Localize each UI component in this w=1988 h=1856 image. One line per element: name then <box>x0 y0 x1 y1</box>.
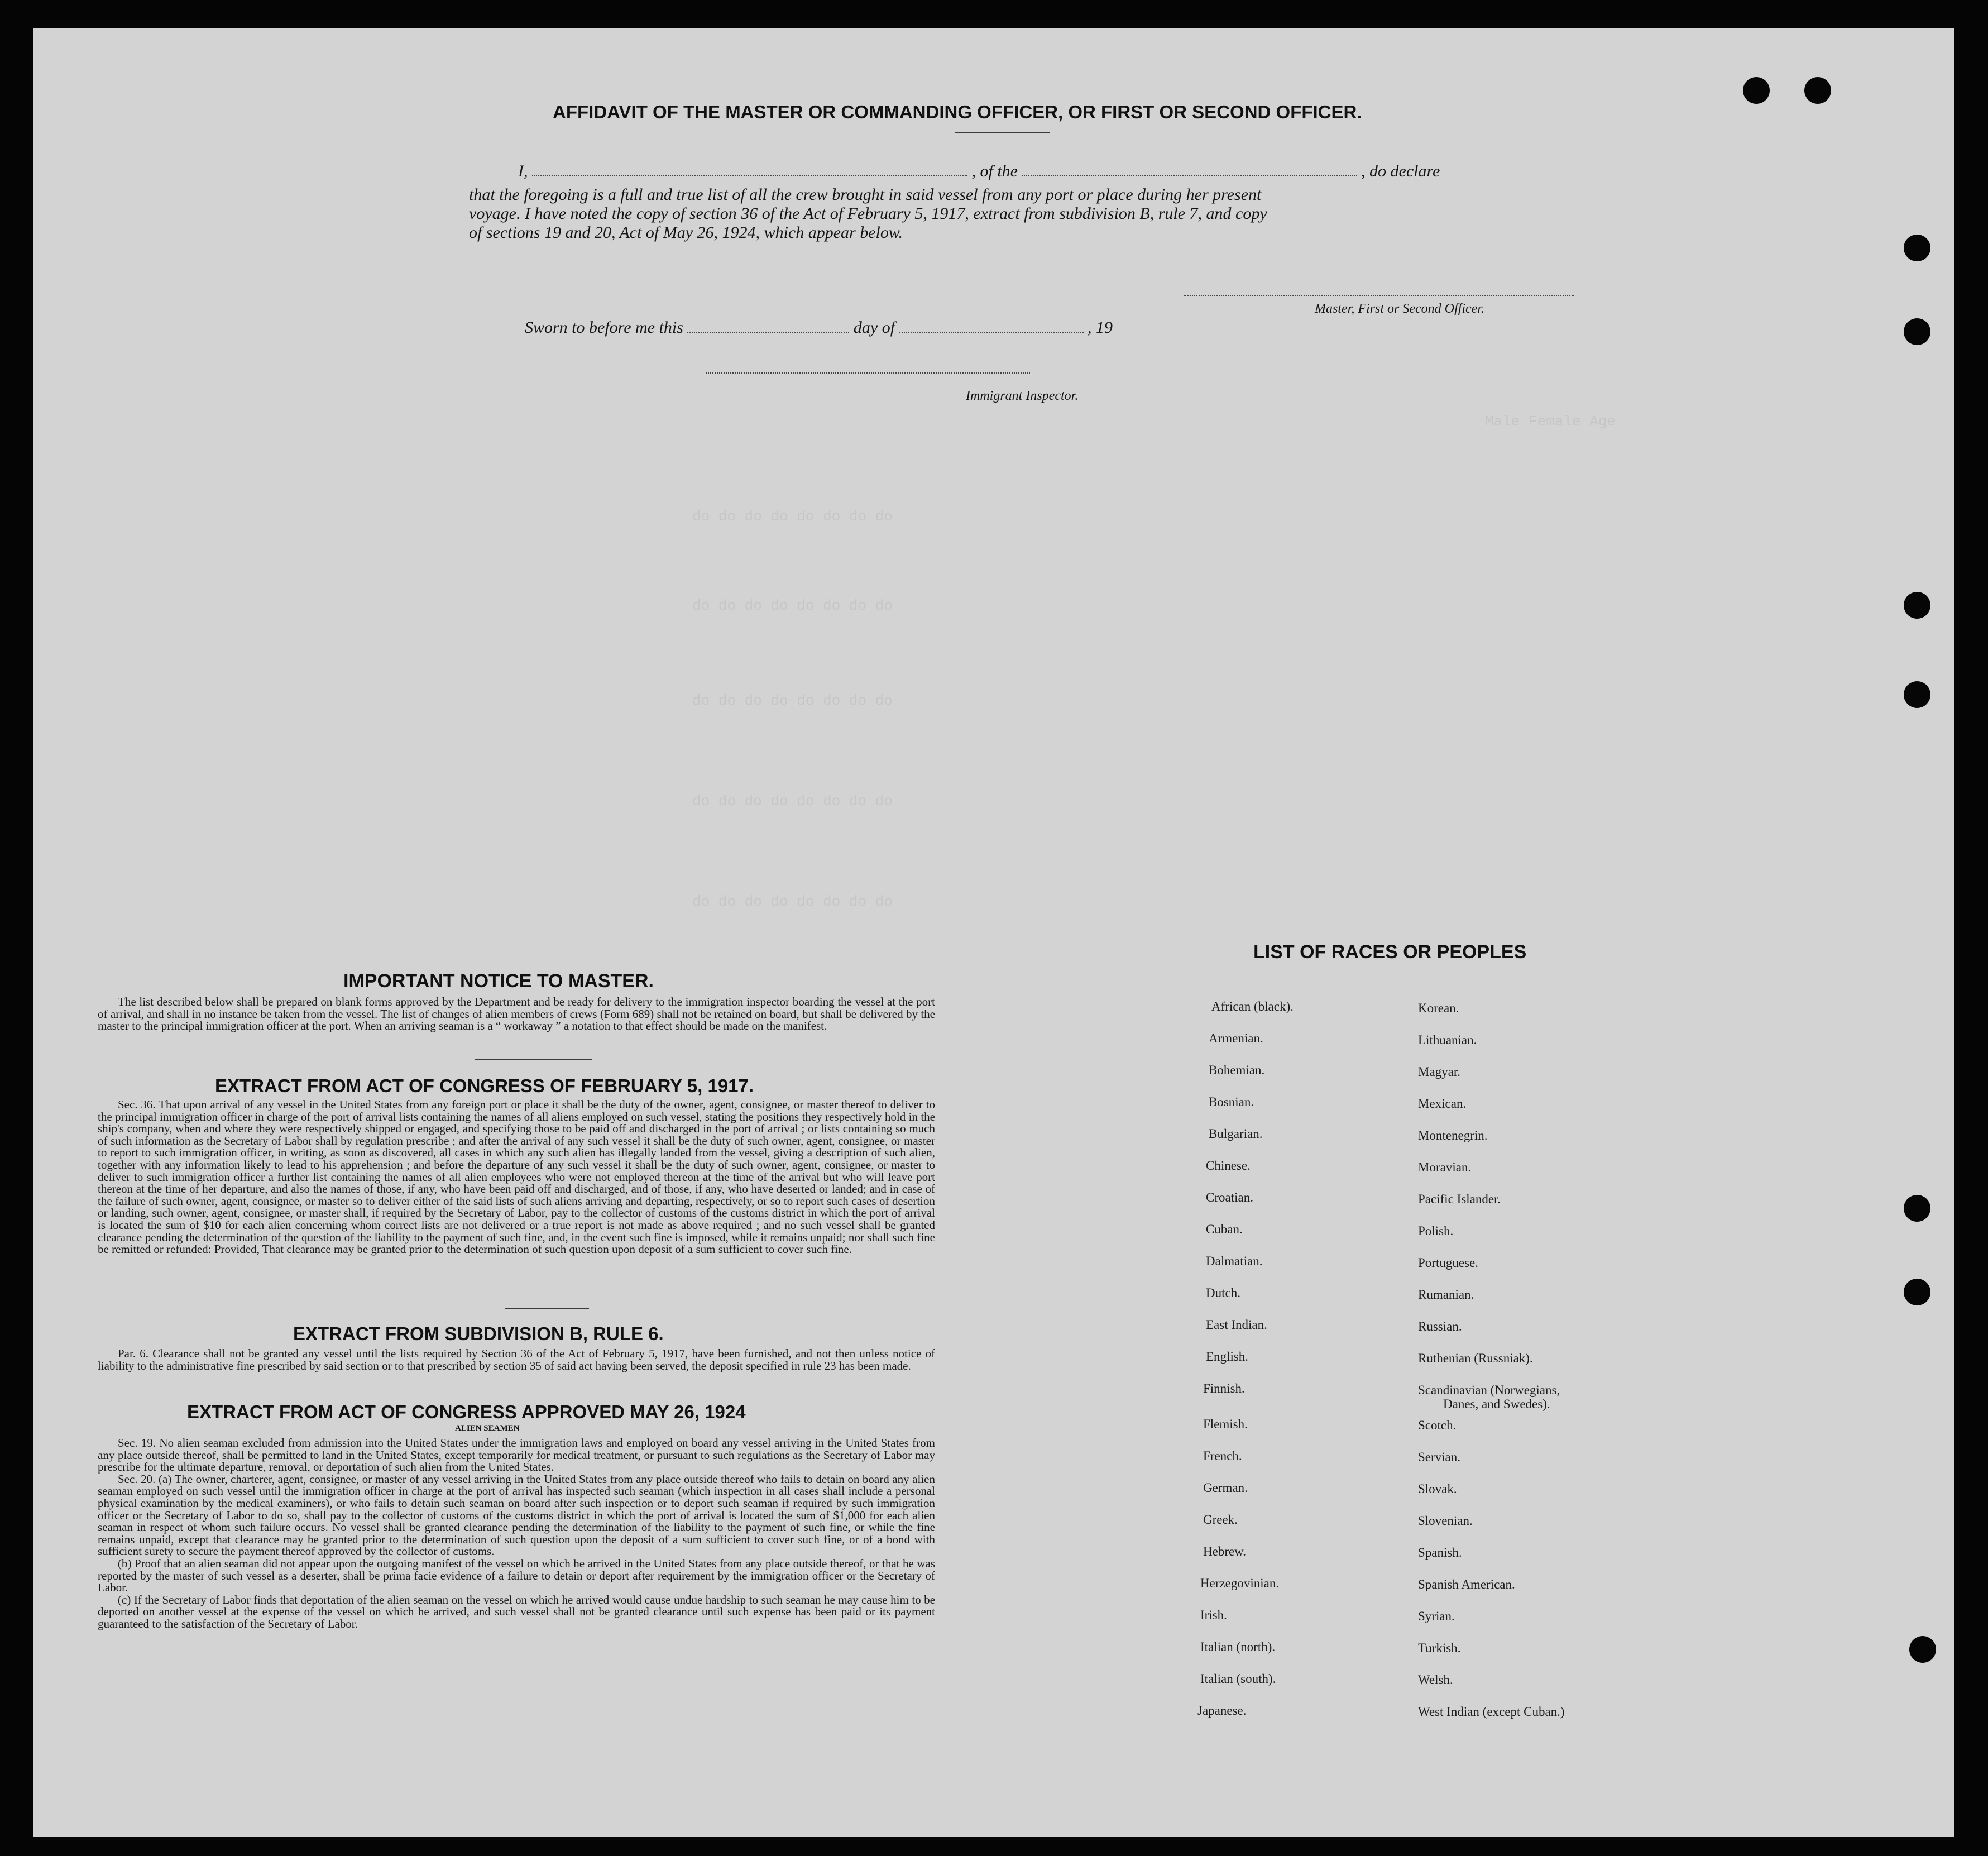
race-item: Pacific Islander. <box>1418 1192 1501 1206</box>
binder-hole <box>1743 77 1770 104</box>
extract-rule6-text <box>98 1348 935 1372</box>
sworn-text: Sworn to before me this <box>525 318 683 337</box>
sec20c-paragraph: (c) If the Secretary of Labor finds that deportation of the alien seaman on the vessel on which he arrived would cause undue hardship to such seaman he may cause him to be deported on another vessel at the expense of the vessel on which he arrived, and such vessel shall not be granted clearance until such expense has been paid or its payment guaranteed to the satisfaction of the Secretary of Labor. <box>98 1592 935 1630</box>
race-item: Italian (north). <box>1200 1640 1276 1654</box>
extract-1924-title: EXTRACT FROM ACT OF CONGRESS APPROVED MAY 26, 1924 <box>187 1401 746 1422</box>
race-item: Chinese. <box>1206 1159 1251 1173</box>
inspector-caption: Immigrant Inspector. <box>966 389 1079 403</box>
binder-hole <box>1804 77 1831 104</box>
decl-text-line: voyage. I have noted the copy of section 36 of the Act of February 5, 1917, extract from subdivision B, rule 7, and copy <box>469 204 1267 223</box>
race-item: Welsh. <box>1418 1673 1453 1687</box>
vessel-name-field[interactable] <box>1022 175 1357 176</box>
binder-hole <box>1904 318 1930 345</box>
race-item: Dalmatian. <box>1206 1254 1263 1268</box>
document-page <box>33 28 1954 1837</box>
race-item: West Indian (except Cuban.) <box>1418 1705 1565 1719</box>
race-item: Scandinavian (Norwegians, <box>1418 1383 1560 1397</box>
affidavit-title: AFFIDAVIT OF THE MASTER OR COMMANDING OFFICER, OR FIRST OR SECOND OFFICER. <box>553 102 1362 122</box>
race-item: East Indian. <box>1206 1318 1267 1332</box>
bleed-through-text: Male Female Age do do do do do do do do do do do do do do do do do do do do do do do do do do do do do do do do do do do do do do do do <box>692 413 1616 910</box>
race-item: Herzegovinian. <box>1200 1576 1280 1590</box>
race-item: Slovak. <box>1418 1482 1457 1496</box>
decl-text-line: of sections 19 and 20, Act of May 26, 1924, which appear below. <box>469 223 903 242</box>
race-item: English. <box>1206 1350 1249 1364</box>
race-item: French. <box>1203 1449 1242 1463</box>
extract-rule6-title: EXTRACT FROM SUBDIVISION B, RULE 6. <box>293 1323 664 1344</box>
sec36-paragraph: Sec. 36. That upon arrival of any vessel in the United States from any foreign port or place it shall be the duty of the owner, agent, consignee, or master thereof to deliver to the principal immigration officer in charge of the port of arrival lists containing the names of all aliens employed on such vessel, stating the positions they respectively hold in the ship's company, when and where they were respectively shipped or engaged, and specifying those to be paid off and discharged in the port of arrival ; or lists containing so much of such information as the Secretary of Labor shall by regulation prescribe ; and after the arrival of any such vessel it shall be the duty of such owner, agent, consignee, or master to report to such immigration officer, in writing, as soon as discovered, all cases in which any such alien has illegally landed from the vessel, giving a description of such alien, together with any information likely to lead to his apprehension ; and before the departure of any such vessel it shall be the duty of such owner, agent, consignee, or master to deliver to such immigration officer a further list containing the names of all alien employees who were not employed thereon at the time of the arrival but who will leave port thereon at the time of her departure, and also the names of those, if any, who have been paid off and discharged, and of those, if any, who have deserted or landed; and in case of the failure of such owner, agent, consignee, or master so to deliver either of the said lists of such aliens arriving and departing, respectively, or so to report such cases of desertion or landing, such owner, agent, consignee, or master shall, if required by the Secretary of Labor, pay to the collector of customs of the customs district in which the port of arrival is located the sum of $10 for each alien concerning whom correct lists are not delivered or a true report is not made as above required ; and no such vessel shall be granted clearance pending the determination of the question of the liability to the payment of such fine, and, in the event such fine is imposed, while it remains unpaid; nor shall such fine be remitted or refunded: Provided, That clearance may be granted prior to the determination of such question upon deposit of a sum sufficient to cover such fine. <box>98 1098 935 1256</box>
race-item: African (black). <box>1211 999 1294 1013</box>
race-item: Hebrew. <box>1203 1544 1247 1558</box>
race-item: Bulgarian. <box>1209 1127 1263 1141</box>
rule6-paragraph: Par. 6. Clearance shall not be granted any vessel until the lists required by Section 36 of the Act of February 5, 1917, have been furnished, and not then unless notice of liability to the administrative fine prescribed by said section or to that prescribed by section 35 of said act having been served, the deposit specified in rule 23 has been made. <box>98 1347 935 1372</box>
race-item: Croatian. <box>1206 1190 1253 1204</box>
decl-text-line: that the foregoing is a full and true list of all the crew brought in said vessel from any port or place during her present <box>469 185 1262 204</box>
race-item: Flemish. <box>1203 1417 1248 1431</box>
race-item: Polish. <box>1418 1224 1454 1238</box>
race-item: Lithuanian. <box>1418 1033 1477 1047</box>
notice-title: IMPORTANT NOTICE TO MASTER. <box>343 970 654 992</box>
race-item: Servian. <box>1418 1450 1461 1464</box>
divider <box>955 132 1050 133</box>
race-item: Spanish. <box>1418 1546 1462 1560</box>
race-item: Italian (south). <box>1200 1672 1276 1686</box>
binder-hole <box>1909 1636 1936 1663</box>
binder-hole <box>1904 1279 1930 1305</box>
affidavit-declaration <box>469 162 1619 242</box>
decl-of-the: , of the <box>971 162 1018 180</box>
master-caption: Master, First or Second Officer. <box>1315 302 1484 316</box>
race-item: Rumanian. <box>1418 1288 1474 1302</box>
binder-hole <box>1904 592 1930 619</box>
race-item: Greek. <box>1203 1513 1238 1527</box>
sworn-month-field[interactable] <box>899 332 1084 333</box>
race-item: Spanish American. <box>1418 1577 1515 1591</box>
binder-hole <box>1904 681 1930 708</box>
extract-1924-subtitle: ALIEN SEAMEN <box>455 1424 520 1433</box>
extract-1917-title: EXTRACT FROM ACT OF CONGRESS OF FEBRUARY 5, 1917. <box>215 1075 754 1096</box>
decl-do-declare: , do declare <box>1361 162 1440 180</box>
decl-i: I, <box>518 162 528 180</box>
race-item: Moravian. <box>1418 1160 1472 1174</box>
race-item: Armenian. <box>1209 1031 1263 1045</box>
divider <box>475 1059 592 1060</box>
race-item: Dutch. <box>1206 1286 1240 1300</box>
race-item: Mexican. <box>1418 1097 1467 1111</box>
race-item: Portuguese. <box>1418 1256 1478 1270</box>
race-item: Finnish. <box>1203 1381 1245 1395</box>
extract-1917-text <box>98 1099 935 1256</box>
race-item: Irish. <box>1200 1608 1227 1622</box>
notice-text <box>98 996 935 1032</box>
binder-hole <box>1904 235 1930 261</box>
sworn-day-of: day of <box>853 318 895 337</box>
sec19-paragraph: Sec. 19. No alien seaman excluded from admission into the United States under the immigration laws and employed on board any vessel arriving in the United States from any place outside thereof, shall be permitted to land in the United States, except temporarily for medical treatment, or pursuant to such regulations as the Secretary of Labor may prescribe for the ultimate departure, removal, or deportation of such alien from the United States. <box>98 1436 935 1474</box>
race-item: Montenegrin. <box>1418 1128 1488 1142</box>
race-item: Bosnian. <box>1209 1095 1254 1109</box>
sec20a-paragraph: Sec. 20. (a) The owner, charterer, agent, consignee, or master of any vessel arriving in the United States from any place outside thereof who fails to detain on board any alien seaman employed on such vessel until the immigration officer in charge at the port of arrival has inspected such seaman (which inspection in all cases shall include a personal physical examination by the medical examiners), or who fails to detain such seaman on board after such inspection or to deport such seaman if required by such immigration officer or the Secretary of Labor to do so, shall pay to the collector of customs of the customs district in which the port of arrival is located the sum of $1,000 for each alien seaman in respect of whom such failure occurs. No vessel shall be granted clearance pending the determination of the liability to the payment of such fine, or while the fine remains unpaid, except that clearance may be granted prior to the determination of such question upon the deposit of a sum sufficient to cover such fine, or of a bond with sufficient surety to secure the payment thereof approved by the collector of customs. <box>98 1472 935 1558</box>
race-item: Magyar. <box>1418 1065 1461 1079</box>
race-item: Russian. <box>1418 1319 1462 1333</box>
sworn-line <box>525 318 1113 337</box>
race-item: Scotch. <box>1418 1418 1457 1432</box>
notice-paragraph: The list described below shall be prepared on blank forms approved by the Department and be ready for delivery to the immigration inspector boarding the vessel at the port of arrival, and shall in no instance be taken from the vessel. The list of changes of alien members of crews (Form 689) shall not be retained on board, but shall be delivered by the master to the principal immigration officer at the port. When an arriving seaman is a “ workaway ” a notation to that effect should be made on the manifest. <box>98 995 935 1033</box>
races-title: LIST OF RACES OR PEOPLES <box>1253 941 1527 963</box>
inspector-signature-field[interactable] <box>706 371 1030 374</box>
race-item: Bohemian. <box>1209 1063 1265 1077</box>
race-item: Ruthenian (Russniak). <box>1418 1351 1533 1365</box>
race-item: Syrian. <box>1418 1609 1455 1623</box>
race-item: Turkish. <box>1418 1641 1461 1655</box>
binder-hole <box>1904 1195 1930 1222</box>
race-item: Cuban. <box>1206 1222 1243 1236</box>
sec20b-paragraph: (b) Proof that an alien seaman did not appear upon the outgoing manifest of the vessel on which he arrived in the United States from any place outside thereof, or that he was reported by the master of such vessel as a deserter, shall be prima facie evidence of a failure to detain or deport after requirement by the immigration officer or the Secretary of Labor. <box>98 1556 935 1595</box>
race-item: Korean. <box>1418 1001 1459 1015</box>
race-item: Danes, and Swedes). <box>1443 1397 1550 1411</box>
race-item: Slovenian. <box>1418 1514 1473 1528</box>
sworn-year: , 19 <box>1088 318 1113 337</box>
divider <box>505 1308 589 1309</box>
race-item: Japanese. <box>1197 1704 1247 1718</box>
race-item: German. <box>1203 1481 1248 1495</box>
extract-1924-text <box>98 1437 935 1630</box>
master-signature-field[interactable] <box>1184 294 1574 296</box>
sworn-day-field[interactable] <box>687 332 849 333</box>
master-name-field[interactable] <box>532 175 967 176</box>
